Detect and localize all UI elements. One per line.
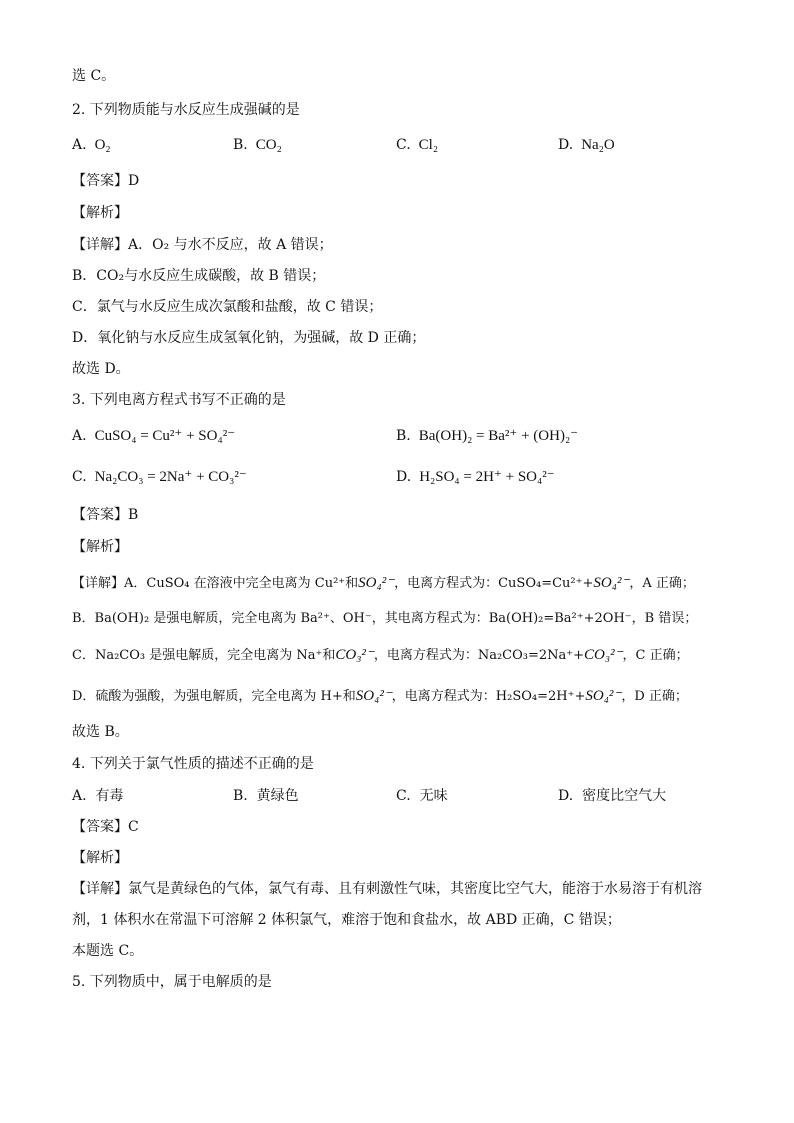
option-text: 黄绿色 (256, 788, 299, 804)
option-formula: CO₂ (255, 137, 282, 153)
q3-option-d (396, 467, 555, 487)
conclusion-line: 本题选 C。 (72, 943, 144, 959)
answer-label: 【答案】B (72, 507, 139, 523)
ion-formula: SO₄²⁻ (355, 688, 392, 704)
detail-text: ，C 正确； (622, 648, 689, 663)
text-line: 选 C。 (72, 68, 116, 84)
option-formula: Na₂CO₃ = 2Na⁺ + CO₃²⁻ (94, 469, 247, 485)
option-letter: C. (396, 788, 411, 804)
q2-option-a (72, 135, 111, 155)
option-formula: Cl₂ (418, 137, 439, 153)
detail-line: B．Ba(OH)₂ 是强电解质，完全电离为 Ba²⁺、OH⁻，其电离方程式为：Ba(OH)₂=Ba²⁺+2OH⁻，B 错误； (72, 611, 698, 626)
option-letter: B. (396, 428, 411, 444)
conclusion-line: 故选 D。 (72, 361, 130, 377)
option-letter: C. (396, 137, 411, 153)
option-letter: A. (72, 428, 87, 444)
answer-label: 【答案】C (72, 819, 139, 835)
q3-option-c (72, 467, 247, 487)
option-letter: D. (558, 788, 574, 804)
ion-formula: SO₄²⁻ (358, 575, 395, 591)
analysis-label: 【解析】 (72, 539, 128, 555)
option-formula: Ba(OH)₂ = Ba²⁺ + (OH)₂⁻ (418, 428, 579, 444)
question-4-stem: 4. 下列关于氯气性质的描述不正确的是 (72, 756, 314, 772)
ion-formula: CO₃²⁻ (335, 647, 374, 663)
analysis-label: 【解析】 (72, 850, 128, 866)
option-text: 有毒 (95, 788, 124, 804)
detail-line (72, 686, 688, 707)
detail-line: 【详解】A．O₂ 与水不反应，故 A 错误； (72, 237, 333, 253)
q4-option-c (396, 786, 448, 806)
q4-option-b (233, 786, 299, 806)
detail-text: D．硫酸为强酸，为强电解质，完全电离为 H+和 (72, 689, 356, 704)
option-letter: A. (72, 137, 87, 153)
option-letter: D. (558, 137, 574, 153)
q2-option-c (396, 135, 438, 155)
detail-line (72, 573, 695, 594)
option-text: 密度比空气大 (582, 788, 667, 804)
detail-line: C．氯气与水反应生成次氯酸和盐酸，故 C 错误； (72, 299, 383, 315)
detail-line: 【详解】氯气是黄绿色的气体，氯气有毒、且有刺激性气味，其密度比空气大，能溶于水易溶于有机溶 (72, 881, 702, 897)
detail-text: C．Na₂CO₃ 是强电解质，完全电离为 Na⁺和 (72, 648, 336, 663)
option-text: 无味 (419, 788, 448, 804)
analysis-label: 【解析】 (72, 205, 128, 221)
detail-text: ，电离方程式为：H₂SO₄=2H⁺+ (391, 689, 586, 704)
detail-line (72, 645, 689, 666)
q3-option-a (72, 426, 235, 446)
question-3-stem: 3. 下列电离方程式书写不正确的是 (72, 392, 286, 408)
q2-option-b (233, 135, 282, 155)
option-letter: B. (233, 137, 248, 153)
q4-option-a (72, 786, 123, 806)
detail-text: 【详解】A．CuSO₄ 在溶液中完全电离为 Cu²⁺和 (72, 576, 359, 591)
option-formula: O₂ (94, 137, 111, 153)
option-formula: Na₂O (581, 137, 615, 153)
option-letter: D. (396, 469, 412, 485)
answer-label: 【答案】D (72, 173, 140, 189)
detail-text: ，A 正确； (629, 576, 695, 591)
conclusion-line: 故选 B。 (72, 724, 129, 740)
detail-line: 剂，1 体积水在常温下可溶解 2 体积氯气，难溶于饱和食盐水，故 ABD 正确，C 错误； (72, 912, 621, 928)
option-letter: A. (72, 788, 87, 804)
detail-line: B．CO₂与水反应生成碳酸，故 B 错误； (72, 268, 326, 284)
option-formula: CuSO₄ = Cu²⁺ + SO₄²⁻ (94, 428, 236, 444)
q3-option-b (396, 426, 578, 446)
ion-formula: SO₄²⁻ (593, 575, 630, 591)
detail-text: ，D 正确； (621, 689, 688, 704)
option-letter: C. (72, 469, 87, 485)
option-letter: B. (233, 788, 248, 804)
question-5-stem: 5. 下列物质中，属于电解质的是 (72, 974, 272, 990)
detail-text: ，电离方程式为：Na₂CO₃=2Na⁺+ (373, 648, 585, 663)
question-2-stem: 2. 下列物质能与水反应生成强碱的是 (72, 102, 300, 118)
detail-text: ，电离方程式为：CuSO₄=Cu²⁺+ (394, 576, 594, 591)
q2-option-d (558, 135, 615, 155)
option-formula: H₂SO₄ = 2H⁺ + SO₄²⁻ (419, 469, 555, 485)
q4-option-d (558, 786, 666, 806)
detail-line: D．氧化钠与水反应生成氢氧化钠，为强碱，故 D 正确； (72, 330, 426, 346)
ion-formula: SO₄²⁻ (585, 688, 622, 704)
ion-formula: CO₃²⁻ (584, 647, 623, 663)
